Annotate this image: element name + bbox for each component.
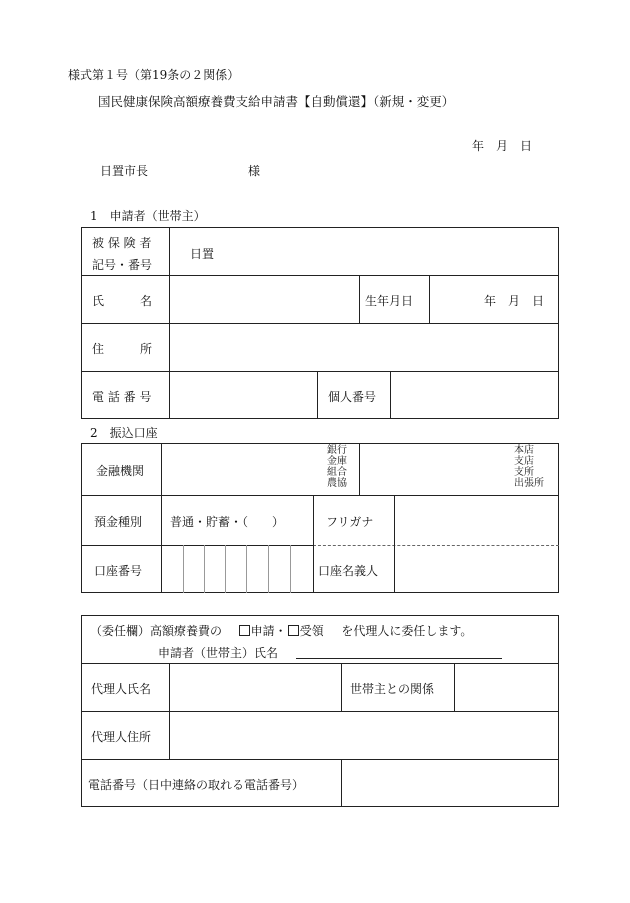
apply-checkbox[interactable] xyxy=(239,625,250,636)
deposit-type-options[interactable]: 普通・貯蓄・（ ） xyxy=(170,515,285,529)
receive-checkbox[interactable] xyxy=(288,625,299,636)
insured-label: 被 保 険 者 xyxy=(92,236,152,250)
bank-type-list xyxy=(327,445,347,489)
relationship-field[interactable] xyxy=(456,665,557,709)
section1-heading: 1 申請者（世帯主） xyxy=(90,209,206,223)
branch-type-item: 本店 xyxy=(514,445,534,456)
form-number: 様式第１号（第19条の２関係） xyxy=(68,68,240,82)
bank-type-item: 金庫 xyxy=(327,456,347,467)
mynumber-field[interactable] xyxy=(392,373,557,417)
agent-name-label: 代理人氏名 xyxy=(91,682,152,696)
name-label: 氏 名 xyxy=(92,294,153,308)
agent-address-label: 代理人住所 xyxy=(91,730,152,744)
daytime-phone-label: 電話番号（日中連絡の取れる電話番号） xyxy=(88,778,305,792)
account-holder-label: 口座名義人 xyxy=(318,564,379,578)
address-field[interactable] xyxy=(171,325,557,369)
daytime-phone-field[interactable] xyxy=(343,761,557,805)
furigana-label: フリガナ xyxy=(326,515,374,529)
mynumber-label: 個人番号 xyxy=(328,390,377,404)
delegation-prefix: （委任欄）高額療養費の xyxy=(90,624,223,638)
birthdate-field[interactable]: 年 月 日 xyxy=(484,294,545,308)
branch-name-field[interactable] xyxy=(361,445,511,493)
bank-name-field[interactable] xyxy=(163,445,313,493)
furigana-field[interactable] xyxy=(396,497,557,543)
insured-label-2: 記号・番号 xyxy=(92,258,153,272)
agent-address-field[interactable] xyxy=(171,713,557,757)
bank-type-item: 組合 xyxy=(327,467,347,478)
bank-type-item: 銀行 xyxy=(327,445,347,456)
deposit-type-label: 預金種別 xyxy=(94,515,143,529)
date-placeholder: 年 月 日 xyxy=(472,139,533,153)
insured-number-field[interactable]: 日置 xyxy=(190,247,215,261)
phone-label: 電 話 番 号 xyxy=(92,390,152,404)
honorific: 様 xyxy=(248,164,261,178)
phone-field[interactable] xyxy=(171,373,315,417)
delegating-applicant-label: 申請者（世帯主）氏名 xyxy=(158,646,279,660)
delegating-applicant-name-field[interactable] xyxy=(296,642,502,658)
account-holder-field[interactable] xyxy=(396,547,557,591)
relationship-label: 世帯主との関係 xyxy=(350,682,435,696)
agent-name-field[interactable] xyxy=(171,665,339,709)
name-field[interactable] xyxy=(171,277,357,321)
receive-option-label: 受領 xyxy=(299,624,324,638)
delegation-suffix: を代理人に委任します。 xyxy=(341,624,473,638)
form-title: 国民健康保険高額療養費支給申請書【自動償還】（新規・変更） xyxy=(98,94,455,109)
addressee: 日置市長 xyxy=(100,164,149,178)
account-number-label: 口座番号 xyxy=(94,564,143,578)
address-label: 住 所 xyxy=(92,342,153,356)
apply-option-label: 申請・ xyxy=(250,624,287,638)
delegation-statement xyxy=(90,622,472,639)
bank-type-item: 農協 xyxy=(327,478,347,489)
birthdate-label: 生年月日 xyxy=(365,294,414,308)
branch-type-item: 支店 xyxy=(514,456,534,467)
branch-type-item: 出張所 xyxy=(514,478,544,489)
branch-type-item: 支所 xyxy=(514,467,534,478)
branch-type-list xyxy=(514,445,544,489)
section2-heading: 2 振込口座 xyxy=(90,426,158,440)
bank-label: 金融機関 xyxy=(96,464,145,478)
account-number-field[interactable] xyxy=(163,547,313,591)
